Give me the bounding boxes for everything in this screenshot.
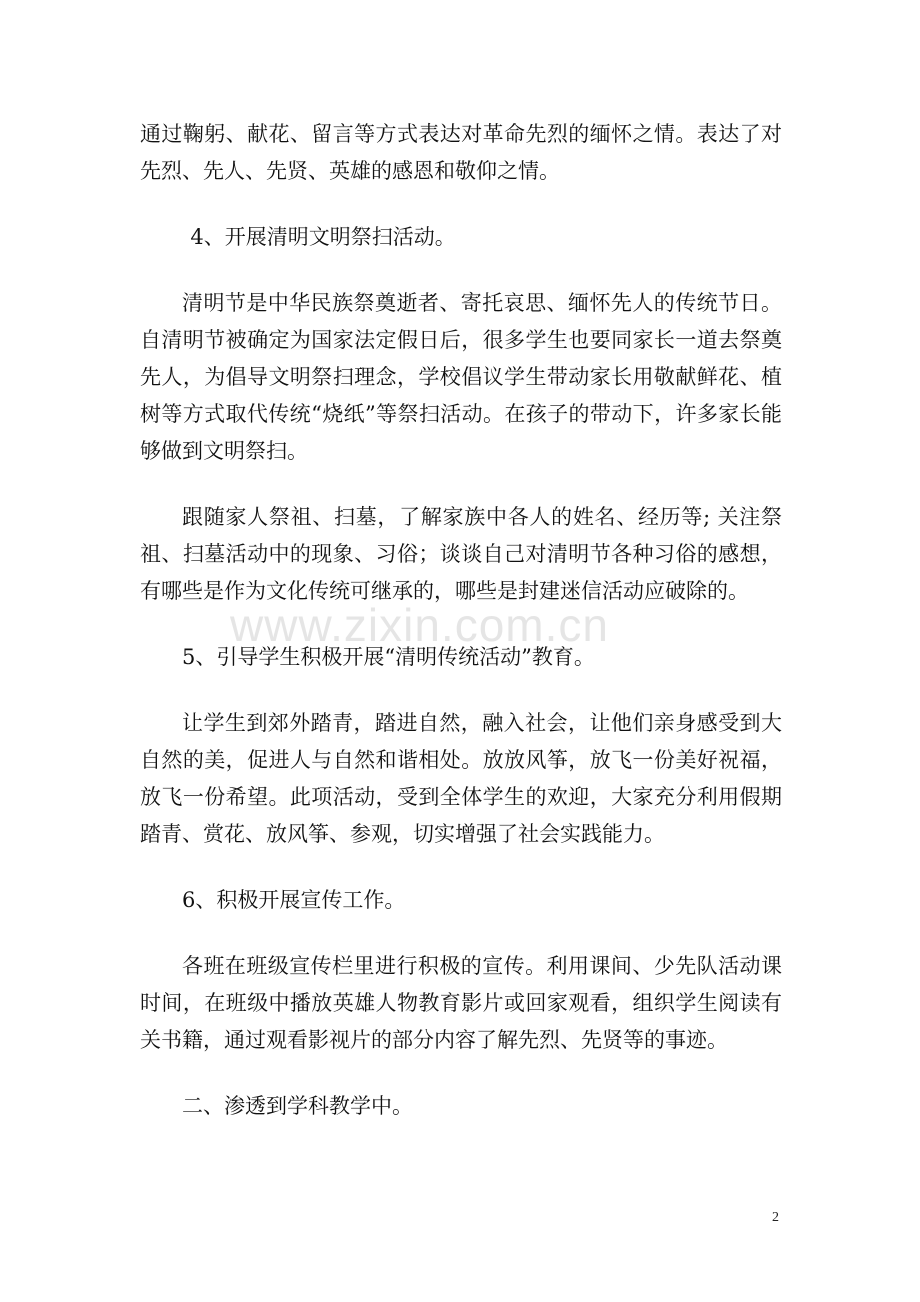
- document-body: [140, 116, 782, 1154]
- paragraph: 通过鞠躬、献花、留言等方式表达对革命先烈的缅怀之情。表达了对先烈、先人、先贤、英雄的感恩和敬仰之情。: [140, 122, 782, 183]
- paragraph: 让学生到郊外踏青，踏进自然，融入社会，让他们亲身感受到大自然的美，促进人与自然和谐相处。放放风筝，放飞一份美好祝福，放飞一份希望。此项活动，受到全体学生的欢迎，大家充分利用假期踏青、赏花、放风筝、参观，切实增强了社会实践能力。: [140, 711, 782, 846]
- section-heading: 二、渗透到学科教学中。: [182, 1094, 413, 1118]
- paragraph: 各班在班级宣传栏里进行积极的宣传。利用课间、少先队活动课时间，在班级中播放英雄人物教育影片或回家观看，组织学生阅读有关书籍，通过观看影视片的部分内容了解先烈、先贤等的事迹。: [140, 954, 782, 1052]
- watermark: www.zixin.com.cn: [230, 599, 609, 651]
- section-heading: 4、开展清明文明祭扫活动。: [190, 225, 456, 249]
- paragraph: 跟随家人祭祖、扫墓，了解家族中各人的姓名、经历等; 关注祭祖、扫墓活动中的现象、习俗；谈谈自己对清明节各种习俗的感想，有哪些是作为文化传统可继承的，哪些是封建迷信活动应破除的。: [140, 505, 782, 603]
- page-number: 2: [772, 1210, 779, 1225]
- section-heading: 5、引导学生积极开展“清明传统活动”教育。: [182, 645, 595, 669]
- paragraph: 清明节是中华民族祭奠逝者、寄托哀思、缅怀先人的传统节日。自清明节被确定为国家法定假日后，很多学生也要同家长一道去祭奠先人，为倡导文明祭扫理念，学校倡议学生带动家长用敬献鲜花、植树等方式取代传统“烧纸”等祭扫活动。在孩子的带动下，许多家长能够做到文明祭扫。: [140, 291, 782, 463]
- section-heading: 6、积极开展宣传工作。: [182, 888, 406, 912]
